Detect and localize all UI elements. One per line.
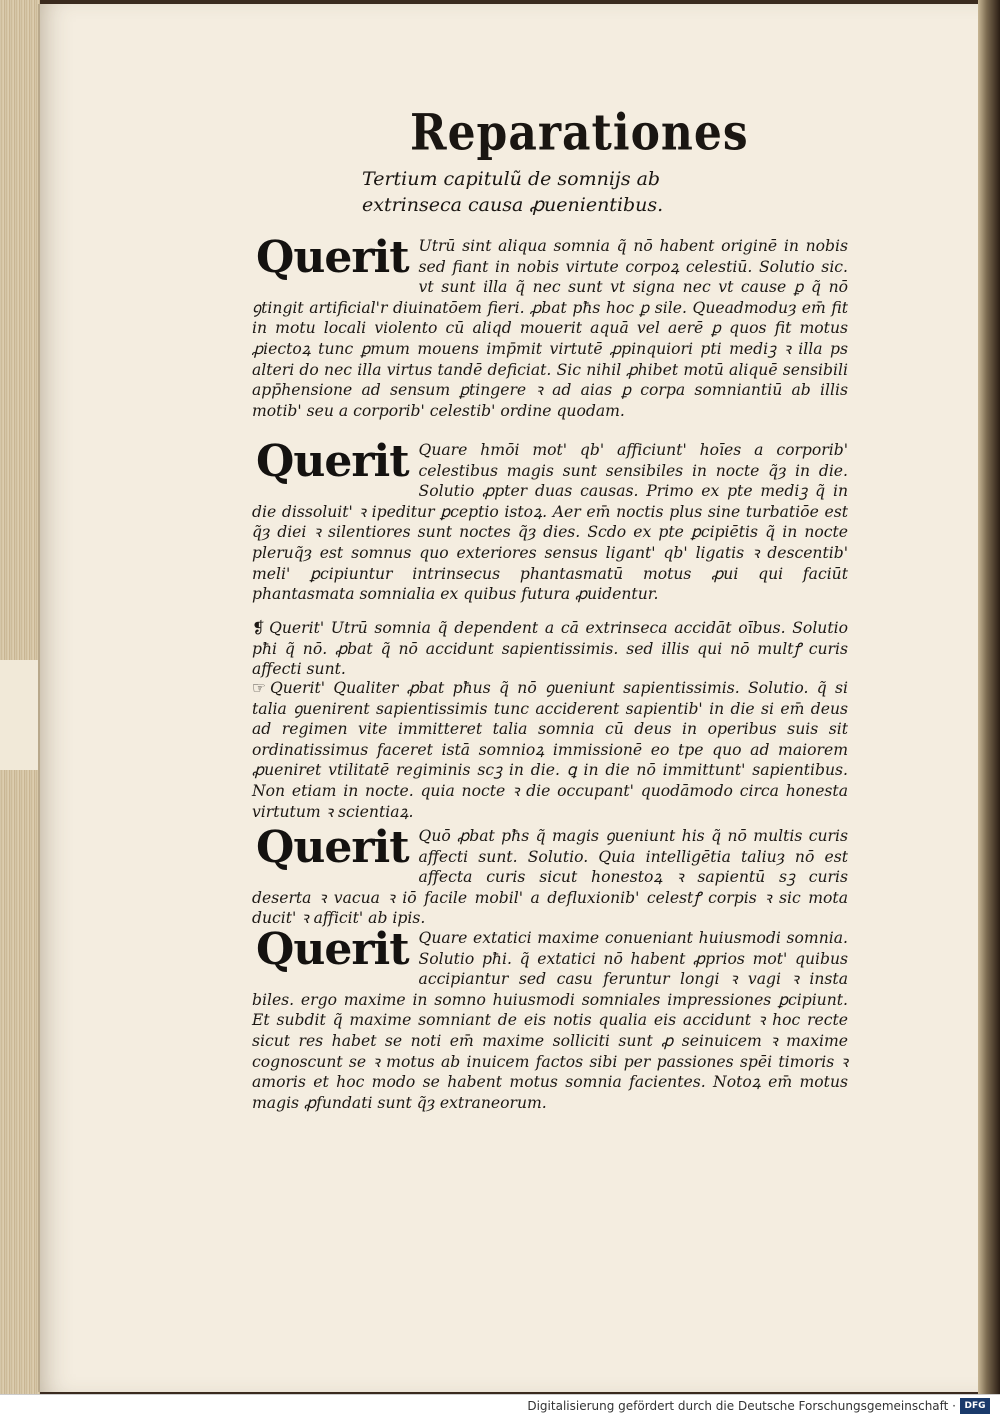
paragraph-text: Quō ꝓbat pħs q̃ magis ꝯueniunt his q̃ nō multis curis affecti sunt. Solutio. Quia intelligētia taliuȝ nō est affecta curis sicut honestoꝝ ꝛ sapientū sꝫ curis deserta ꝛ vacua ꝛ iō facile mobil' a defluxionib' celestꝭ corpis ꝛ sic mota ducit' ꝛ afficit' ab ipis. [252, 827, 848, 928]
paragraph-text: Quare extatici maxime conueniant huiusmodi somnia. Solutio pħi. q̃ extatici nō habent ꝓprios mot' quibus accipiantur sed casu feruntur longi ꝛ vagi ꝛ insta biles. ergo maxime in somno huiusmodi somniales impressiones ꝑcipiunt. Et subdit q̃ maxime somniant de eis notis qualia eis accidunt ꝛ hoc recte sicut res habet se noti em̄ maxime solliciti sunt ꝓ seinuicem ꝛ maxime cognoscunt se ꝛ motus ab inuicem factos sibi per passiones spēi timoris ꝛ amoris et hoc modo se habent motus somnia facientes. Notoꝝ em̄ motus magis ꝓfundati sunt q̃ȝ extraneorum. [252, 929, 848, 1112]
pointing-hand-icon: ☞ [252, 679, 266, 697]
paragraph-3 [252, 618, 848, 680]
paragraph-text: Querit' Qualiter ꝓbat pħus q̃ nō ꝯueniunt sapientissimis. Solutio. q̃ si talia ꝯuenirent sapientissimis tunc acciderent sapientib' in die si em̄ deus ad regimen vite immitteret talia somnia cū deus in operibus suis sit ordinatissimus faceret istā somnioꝝ immissionē eo tpe quo ad maiorem ꝓueniret vtilitatē regiminis scꝫ in die. ꝗ in die nō immittunt' sapientibus. Non etiam in nocte. quia nocte ꝛ die occupant' quodāmodo circa honesta virtutum ꝛ scientiaꝝ. [252, 679, 848, 821]
dfg-logo: DFG [960, 1398, 990, 1414]
paragraph-4 [252, 678, 848, 822]
footer-bar [0, 1394, 1000, 1419]
book-spine-edge [978, 0, 1000, 1394]
paragraph-mark-icon: ❡ [252, 619, 266, 637]
drop-initial: Querit [256, 822, 409, 873]
paragraph-text: Querit' Utrū somnia q̃ dependent a cā extrinseca accidāt oībus. Solutio pħi q̃ nō. ꝓbat q̃ nō accidunt sapientissimis. sed illis qui nō multꝭ curis affecti sunt. [252, 619, 848, 679]
drop-initial: Querit [256, 232, 409, 283]
paragraph-2 [252, 436, 848, 605]
paragraph-text: Utrū sint aliqua somnia q̃ nō habent originē in nobis sed fiant in nobis virtute corpoꝝ celestiū. Solutio sic. vt sunt illa q̃ nec sunt vt signa nec vt cause ꝑ q̃ nō ꝯtingit artificial'r diuinatōem fieri. ꝓbat pħs hoc ꝑ sile. Queadmoduȝ em̄ fit in motu locali violento cū aliqd mouerit aquā vel aerē ꝑ quos fit motus ꝓiectoꝝ tunc ꝑmum mouens imp̄mit virtutē ꝓpinquiori pti mediꝫ ꝛ illa ps alteri do nec illa virtus tandē deficiat. Sic nihil ꝓhibet motū aliquē sensibili app̄hensione ad sensum ꝑtingere ꝛ ad aias ꝑ corpa somniantiū ab illis motib' seu a corporib' celestib' ordine quodam. [252, 237, 848, 420]
drop-initial: Querit [256, 436, 409, 487]
chapter-subheading: Tertium capitulũ de somnijs ab extrinseca causa ꝓuenientibus. [362, 168, 664, 216]
paragraph-6 [252, 924, 848, 1113]
drop-initial: Querit [256, 924, 409, 975]
paragraph-text: Quare hmōi mot' qb' afficiunt' hoīes a corporib' celestibus magis sunt sensibiles in nocte q̃ȝ in die. Solutio ꝓpter duas causas. Primo ex pte mediꝫ q̃ in die dissoluit' ꝛ ipeditur ꝑceptio istoꝝ. Aer em̄ noctis plus sine turbatiōe est q̃ȝ diei ꝛ silentiores sunt noctes q̃ȝ dies. Scdo ex pte ꝑcipiētis q̃ in nocte pleruq̃ȝ est somnus quo exteriores sensus ligant' qb' ligatis ꝛ descentib' meli' ꝑcipiuntur intrinsecus phantasmatū motus ꝓui qui faciūt phantasmata somnialia ex quibus futura ꝓuidentur. [252, 441, 848, 604]
funding-credit: Digitalisierung gefördert durch die Deutsche Forschungsgemeinschaft · [527, 1399, 956, 1413]
paragraph-5 [252, 822, 848, 929]
stacked-page-edges [0, 0, 40, 1394]
page-heading: Reparationes [410, 104, 749, 163]
paragraph-1 [252, 232, 848, 421]
